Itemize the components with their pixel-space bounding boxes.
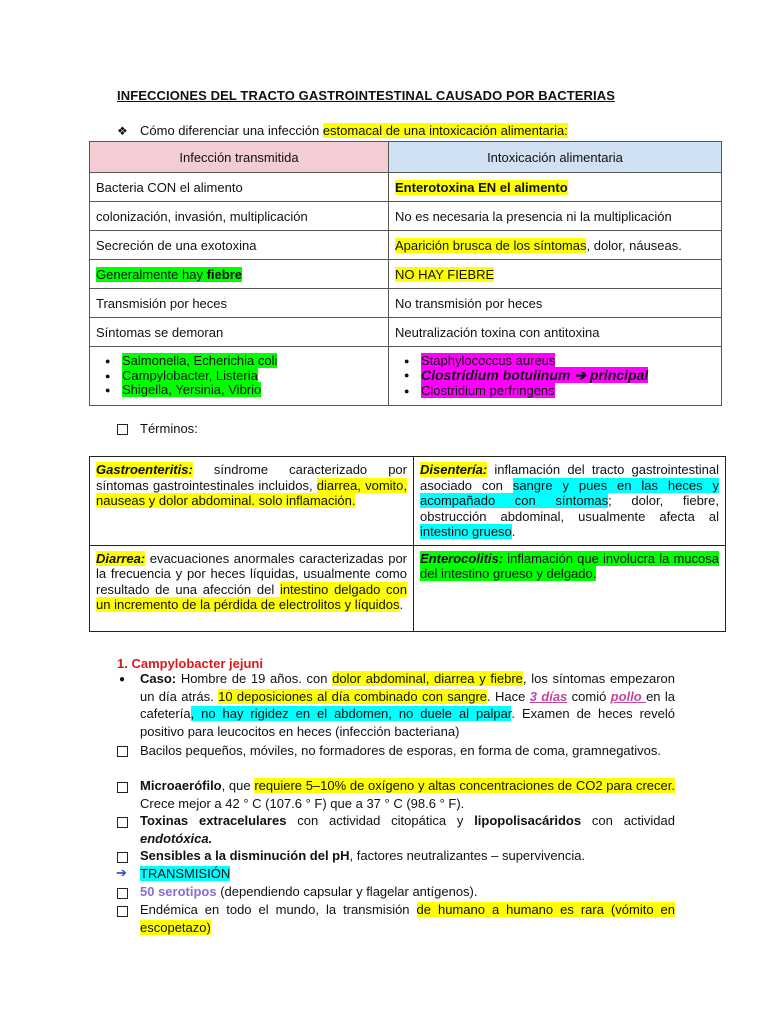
comparison-table [89,141,722,406]
comparison-question: Cómo diferenciar una infección estomacal de una intoxicación alimentaria: [140,123,568,138]
list-item: ● Clostridium botulinum ➔ principal [421,368,715,384]
checkbox-icon [117,906,128,917]
microaerofilo-item: Microaerófilo, que requiere 5–10% de oxígeno y altas concentraciones de CO2 para crecer. Crece mejor a 42 ° C (107.6 ° F) que a 37 ° C (98.6 ° F). [140,778,675,811]
arrow-right-icon: ➔ [116,865,127,880]
list-item: ● Staphylococcus aureus [421,354,715,369]
transmision-item: TRANSMISIÓN [140,866,231,881]
checkbox-icon [117,817,128,828]
term-disenteria: Disentería: inflamación del tracto gastrointestinal asociado con sangre y pues en las heces y acompañado con síntomas; dolor, fiebre, obstrucción abdominal, usualmente afecta al intestino grueso. [414,457,726,546]
page-title: INFECCIONES DEL TRACTO GASTROINTESTINAL CAUSADO POR BACTERIAS [117,88,615,103]
bacilos-item: Bacilos pequeños, móviles, no formadores de esporas, en forma de coma, gramnegativos. [140,743,661,758]
intoxication-bacteria-list [389,347,722,406]
table-row: Bacteria CON el alimento Enterotoxina EN el alimento [90,173,722,202]
term-diarrea: Diarrea: evacuaciones anormales caracterizadas por la frecuencia y por heces líquidas, usualmente como resultado de una afección del intestino delgado con un incremento de la pérdida de electrolitos y líquidos. [90,545,414,631]
table-row: Secreción de una exotoxina Aparición brusca de los síntomas, dolor, náuseas. [90,231,722,260]
checkbox-icon [117,782,128,793]
terms-table [89,456,726,632]
toxinas-item: Toxinas extracelulares con actividad citopática y lipopolisacáridos con actividad endotóxica. [140,813,675,846]
list-item: ● Shigella, Yersinia, Vibrio [122,383,382,398]
checkbox-icon [117,746,128,757]
list-item: ● Salmonella, Echerichia coli [122,354,382,369]
case-paragraph: Caso: Hombre de 19 años. con dolor abdominal, diarrea y fiebre, los síntomas empezaron un día atrás. 10 deposiciones al día combinado con sangre. Hace 3 días comió pollo en la cafetería, no hay rigidez en el abdomen, no duele al palpar. Examen de heces reveló positivo para leucocitos en heces (infección bacteriana) [140,671,675,739]
term-gastroenteritis: Gastroenteritis: síndrome caracterizado por síntomas gastrointestinales incluidos, diarrea, vomito, nauseas y dolor abdominal. solo inflamación. [90,457,414,546]
bullet-icon: ● [119,674,126,685]
table-row [90,347,722,406]
table-row: colonización, invasión, multiplicación No es necesaria la presencia ni la multiplicación [90,202,722,231]
section-heading: 1. Campylobacter jejuni [117,656,263,671]
checkbox-icon [117,852,128,863]
endemica-item: Endémica en todo el mundo, la transmisión de humano a humano es rara (vómito en escopetazo) [140,902,675,935]
term-enterocolitis: Enterocolitis: inflamación que involucra la mucosa del intestino grueso y delgado. [414,545,726,631]
header-intoxicacion: Intoxicación alimentaria [389,142,722,173]
diamond-bullet-icon: ❖ [117,124,128,138]
serotipos-item: 50 serotipos (dependiendo capsular y flagelar antígenos). [140,884,478,899]
terms-label: Términos: [140,421,198,436]
list-item: ● Campylobacter, Listeria [122,369,382,384]
sensibles-item: Sensibles a la disminución del pH, factores neutralizantes – supervivencia. [140,848,586,863]
infection-bacteria-list [90,347,389,406]
checkbox-icon [117,888,128,899]
checkbox-icon [117,424,128,435]
header-infeccion: Infección transmitida [90,142,389,173]
list-item: ● Clostridium perfringens [421,384,715,399]
table-row: Síntomas se demoran Neutralización toxina con antitoxina [90,318,722,347]
table-row: Generalmente hay fiebre NO HAY FIEBRE [90,260,722,289]
table-row: Transmisión por heces No transmisión por heces [90,289,722,318]
